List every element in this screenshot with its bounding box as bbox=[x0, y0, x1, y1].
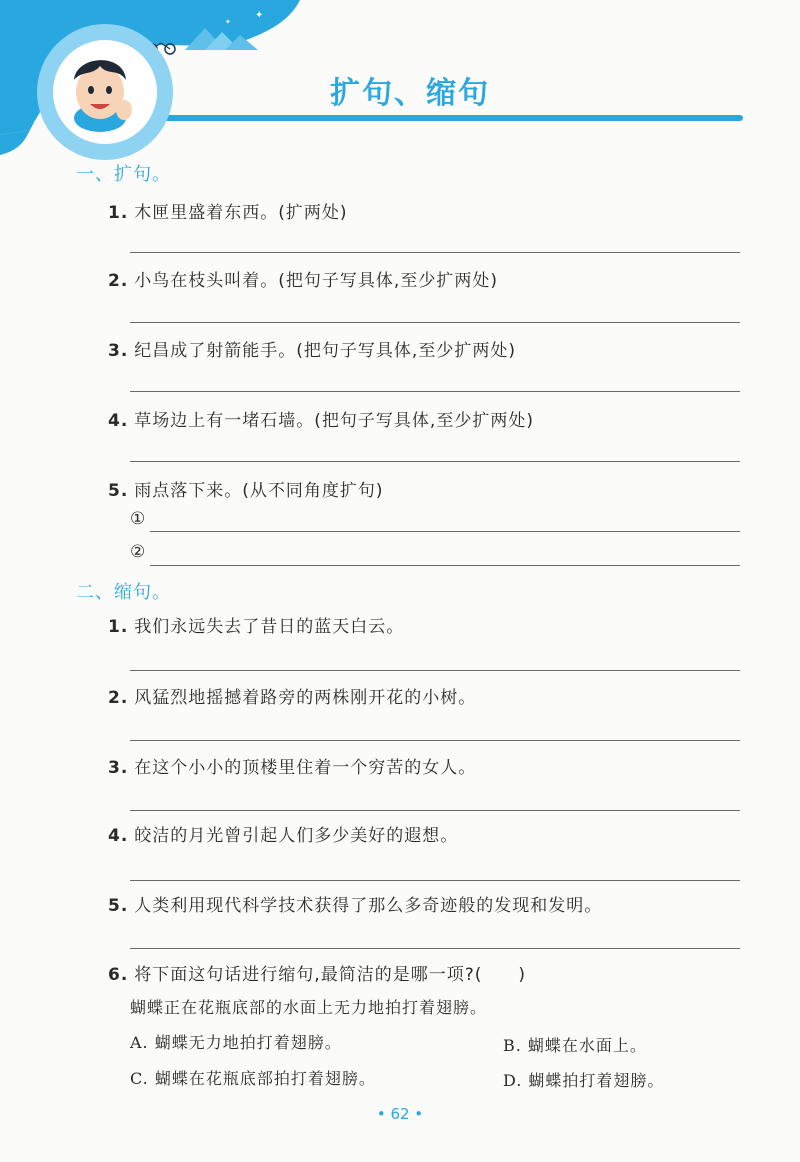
question-text: 人类利用现代科学技术获得了那么多奇迹般的发现和发明。 bbox=[134, 896, 603, 916]
answer-line[interactable] bbox=[130, 740, 740, 741]
question-number: 2. bbox=[108, 688, 129, 708]
question-1-5 bbox=[108, 476, 384, 501]
question-text: 木匣里盛着东西。(扩两处) bbox=[134, 203, 348, 223]
question-text: 草场边上有一堵石墙。(把句子写具体,至少扩两处) bbox=[134, 411, 534, 431]
question-number: 5. bbox=[108, 896, 129, 916]
question-number: 6. bbox=[108, 965, 129, 985]
option-a[interactable]: A. 蝴蝶无力地拍打着翅膀。 bbox=[130, 1033, 342, 1052]
question-number: 5. bbox=[108, 481, 129, 501]
question-text: 我们永远失去了昔日的蓝天白云。 bbox=[134, 617, 405, 637]
question-2-1 bbox=[108, 612, 404, 637]
answer-line[interactable] bbox=[130, 391, 740, 392]
question-1-2 bbox=[108, 266, 498, 291]
question-number: 2. bbox=[108, 271, 129, 291]
question-text: 在这个小小的顶楼里住着一个穷苦的女人。 bbox=[134, 758, 477, 778]
page-title: 扩句、缩句 bbox=[330, 76, 490, 111]
question-1-3 bbox=[108, 336, 516, 361]
question-number: 4. bbox=[108, 411, 129, 431]
question-2-3 bbox=[108, 753, 476, 778]
svg-text:✦: ✦ bbox=[225, 18, 231, 26]
answer-line[interactable] bbox=[150, 531, 740, 532]
answer-line[interactable] bbox=[130, 810, 740, 811]
option-d[interactable]: D. 蝴蝶拍打着翅膀。 bbox=[503, 1071, 665, 1090]
question-2-4 bbox=[108, 821, 458, 846]
question-number: 1. bbox=[108, 203, 129, 223]
question-text: 皎洁的月光曾引起人们多少美好的遐想。 bbox=[134, 826, 459, 846]
section-heading-condense: 二、缩句。 bbox=[76, 582, 171, 603]
question-2-5 bbox=[108, 891, 602, 916]
answer-marker-2: ② bbox=[130, 542, 146, 562]
question-number: 3. bbox=[108, 341, 129, 361]
answer-line[interactable] bbox=[130, 948, 740, 949]
question-text: 雨点落下来。(从不同角度扩句) bbox=[134, 481, 384, 501]
question-text: 纪昌成了射箭能手。(把句子写具体,至少扩两处) bbox=[134, 341, 516, 361]
option-b[interactable]: B. 蝴蝶在水面上。 bbox=[503, 1036, 647, 1055]
question-1-4 bbox=[108, 406, 534, 431]
page-number: • 62 • bbox=[376, 1105, 424, 1123]
given-sentence: 蝴蝶正在花瓶底部的水面上无力地拍打着翅膀。 bbox=[130, 998, 488, 1017]
question-text: 风猛烈地摇撼着路旁的两株刚开花的小树。 bbox=[134, 688, 477, 708]
question-number: 3. bbox=[108, 758, 129, 778]
answer-line[interactable] bbox=[130, 461, 740, 462]
question-text: 小鸟在枝头叫着。(把句子写具体,至少扩两处) bbox=[134, 271, 498, 291]
question-1-1 bbox=[108, 198, 348, 223]
answer-line[interactable] bbox=[150, 565, 740, 566]
question-2-2 bbox=[108, 683, 476, 708]
option-c[interactable]: C. 蝴蝶在花瓶底部拍打着翅膀。 bbox=[130, 1069, 376, 1088]
section-heading-expand: 一、扩句。 bbox=[76, 164, 171, 185]
answer-line[interactable] bbox=[130, 252, 740, 253]
question-2-6 bbox=[108, 960, 526, 985]
answer-line[interactable] bbox=[130, 880, 740, 881]
answer-line[interactable] bbox=[130, 670, 740, 671]
question-number: 1. bbox=[108, 617, 129, 637]
answer-marker-1: ① bbox=[130, 509, 146, 529]
answer-line[interactable] bbox=[130, 322, 740, 323]
svg-text:✦: ✦ bbox=[255, 10, 264, 21]
question-text: 将下面这句话进行缩句,最简洁的是哪一项?( ) bbox=[134, 965, 526, 985]
question-number: 4. bbox=[108, 826, 129, 846]
